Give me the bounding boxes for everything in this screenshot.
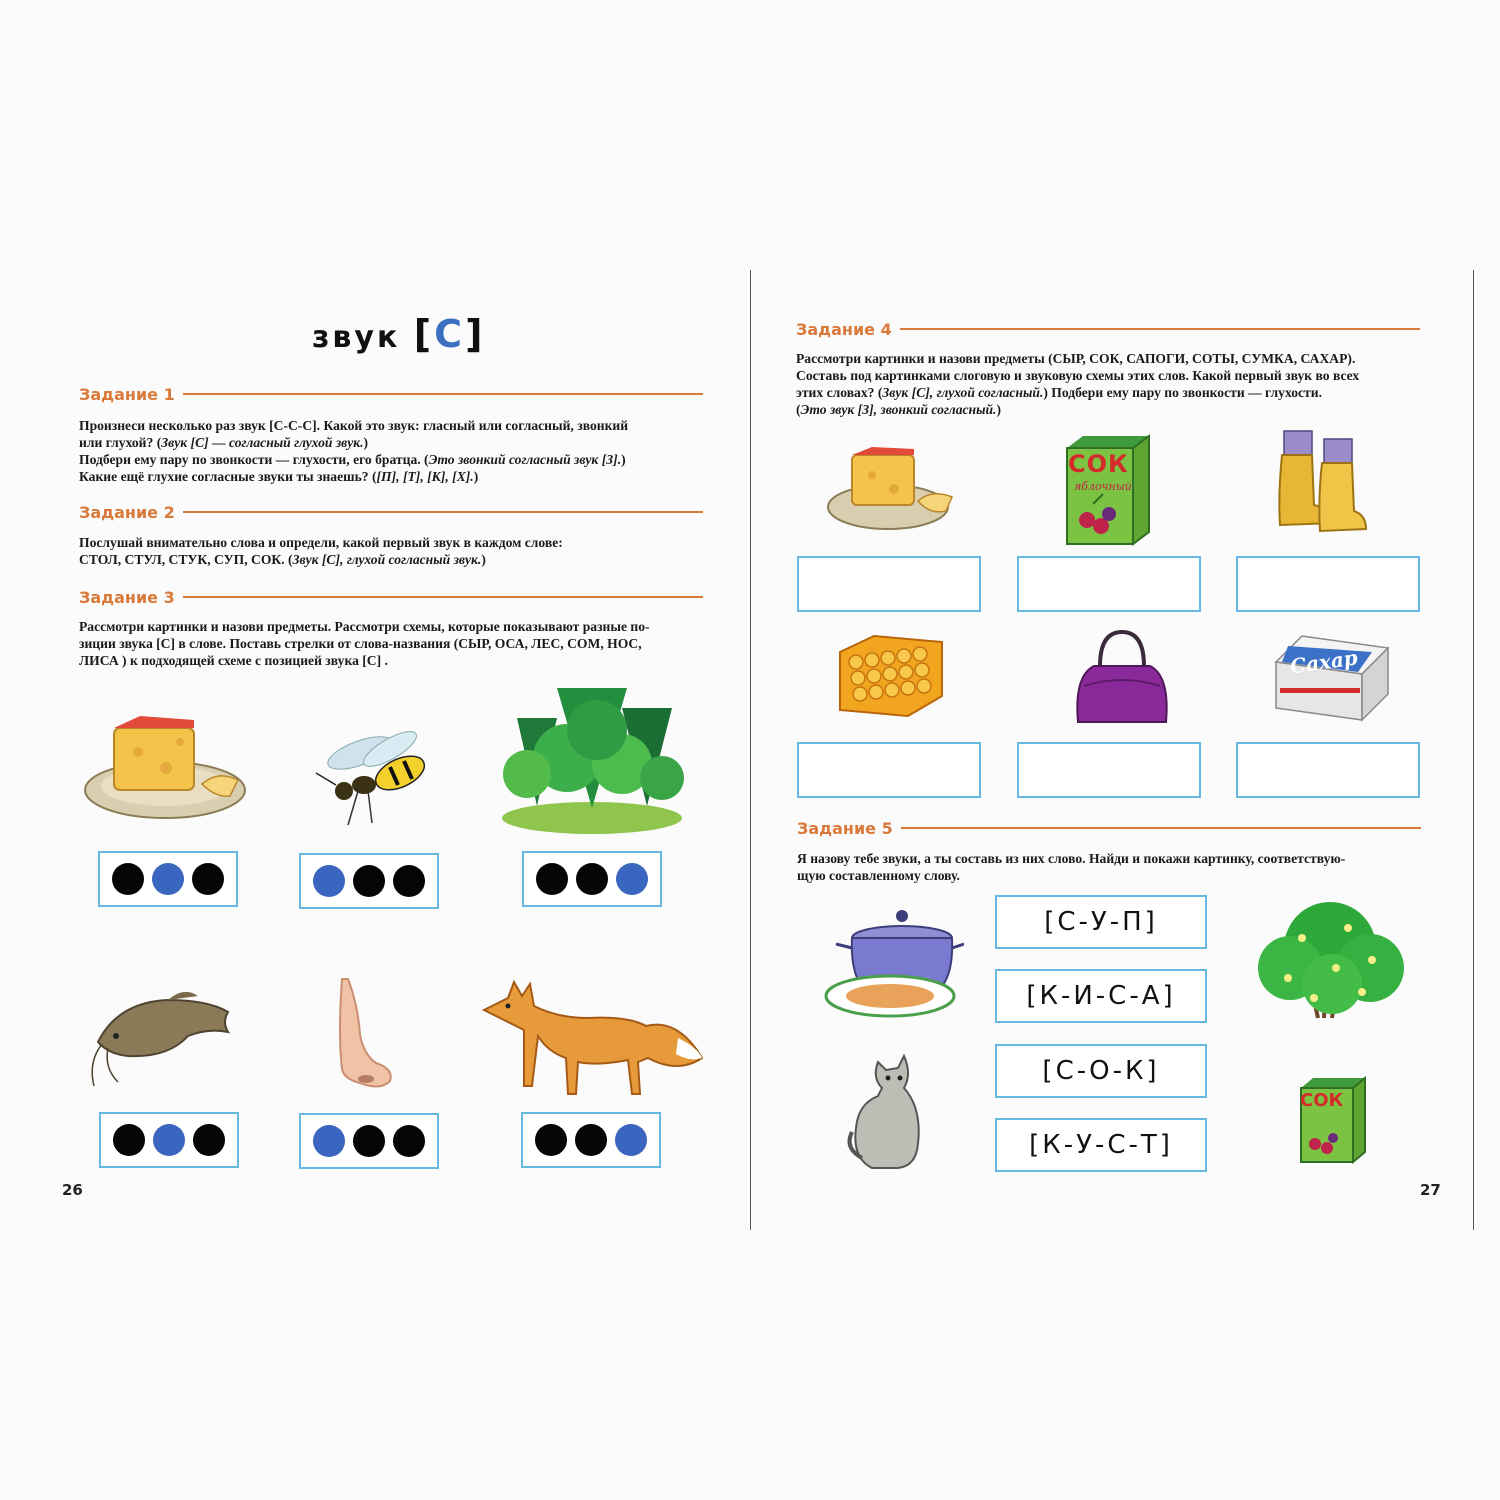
sound-scheme — [299, 853, 439, 909]
task3-rule — [183, 596, 703, 598]
word-box-sok[interactable]: [С-О-К] — [995, 1044, 1207, 1098]
task1-rule — [183, 393, 703, 395]
sound-dot-black — [112, 863, 144, 895]
juice-box-label: СОК — [1300, 1090, 1344, 1111]
sound-dot-blue — [615, 1124, 647, 1156]
word-box-kisa[interactable]: [К-И-С-А] — [995, 969, 1207, 1023]
sound-dot-black — [575, 1124, 607, 1156]
task4-line: (Это звук [З], звонкий согласный.) — [796, 402, 1001, 417]
soup-pot-picture — [824, 908, 964, 1020]
sugar-box-picture — [1272, 632, 1392, 724]
bush-picture — [1252, 898, 1412, 1028]
task5-text — [797, 850, 1437, 884]
task4-header — [796, 318, 1420, 340]
page-number-right: 27 — [1420, 1181, 1441, 1199]
answer-box[interactable] — [1017, 742, 1201, 798]
task5-header — [797, 817, 1421, 839]
task4-line: этих словах? (Звук [С], глухой согласный.) Подбери ему пару по звонкости — глухости. — [796, 385, 1322, 400]
word-box-kust[interactable]: [К-У-С-Т] — [995, 1118, 1207, 1172]
cat-picture — [842, 1048, 934, 1170]
sound-dot-blue — [153, 1124, 185, 1156]
heading-bracket-close: ] — [465, 312, 486, 356]
boots-picture — [1272, 425, 1367, 537]
sound-dot-black — [393, 1125, 425, 1157]
answer-box[interactable] — [1017, 556, 1201, 612]
fox-picture — [478, 978, 706, 1098]
task2-text — [79, 534, 719, 568]
honeycomb-picture — [834, 632, 946, 720]
task2-title: Задание 2 — [79, 502, 175, 522]
sound-scheme — [299, 1113, 439, 1169]
task2-rule — [183, 511, 703, 513]
sound-scheme — [522, 851, 662, 907]
task5-title: Задание 5 — [797, 818, 893, 838]
nose-picture — [330, 975, 400, 1095]
catfish-picture — [88, 982, 238, 1092]
task2-line: СТОЛ, СТУЛ, СТУК, СУП, СОК. (Звук [С], глухой согласный звук.) — [79, 552, 486, 567]
sound-dot-black — [393, 865, 425, 897]
sound-scheme — [99, 1112, 239, 1168]
juice-box-label: СОК — [1068, 450, 1129, 478]
task4-rule — [900, 328, 1420, 330]
wasp-picture — [312, 725, 437, 830]
sound-dot-black — [113, 1124, 145, 1156]
task2-header — [79, 501, 703, 523]
word-box-sup[interactable]: [С-У-П] — [995, 895, 1207, 949]
answer-box[interactable] — [1236, 556, 1420, 612]
task4-line: Составь под картинками слоговую и звуковую схемы этих слов. Какой первый звук во всех — [796, 368, 1360, 383]
task1-line: или глухой? (Звук [С] — согласный глухой звук.) — [79, 435, 369, 450]
task2-line: Послушай внимательно слова и определи, какой первый звук в каждом слове: — [79, 535, 563, 550]
sound-dot-black — [192, 863, 224, 895]
sound-dot-blue — [152, 863, 184, 895]
sound-dot-black — [535, 1124, 567, 1156]
sound-scheme — [521, 1112, 661, 1168]
sound-dot-black — [353, 865, 385, 897]
sound-dot-black — [353, 1125, 385, 1157]
task4-title: Задание 4 — [796, 319, 892, 339]
task4-line: Рассмотри картинки и назови предметы (СЫР, СОК, САПОГИ, СОТЫ, СУМКА, САХАР). — [796, 351, 1356, 366]
right-page-edge — [1473, 270, 1474, 1230]
sugar-box-label: Сахар — [1288, 645, 1360, 679]
sound-dot-black — [576, 863, 608, 895]
task4-text — [796, 350, 1436, 418]
answer-box[interactable] — [1236, 742, 1420, 798]
sound-dot-black — [536, 863, 568, 895]
heading-letter: С — [434, 312, 466, 356]
page-number-left: 26 — [62, 1181, 83, 1199]
task3-line: Рассмотри картинки и назови предметы. Рассмотри схемы, которые показывают разные по- — [79, 619, 650, 634]
task1-line: Произнеси несколько раз звук [С-С-С]. Какой это звук: гласный или согласный, звонкий — [79, 418, 629, 433]
task1-line: Какие ещё глухие согласные звуки ты знаешь? ([П], [Т], [К], [Х].) — [79, 469, 479, 484]
sound-scheme — [98, 851, 238, 907]
sound-dot-blue — [313, 1125, 345, 1157]
heading-word: звук — [312, 320, 401, 355]
answer-box[interactable] — [797, 556, 981, 612]
answer-box[interactable] — [797, 742, 981, 798]
task3-header — [79, 586, 703, 608]
task3-text — [79, 618, 719, 669]
task5-line: щую составленному слову. — [797, 868, 960, 883]
task1-title: Задание 1 — [79, 384, 175, 404]
juice-box-sublabel: яблочный — [1074, 480, 1132, 493]
sound-dot-blue — [313, 865, 345, 897]
task5-rule — [901, 827, 1421, 829]
cheese-picture — [826, 445, 961, 537]
task1-text — [79, 417, 719, 485]
task3-title: Задание 3 — [79, 587, 175, 607]
page-divider — [750, 270, 751, 1230]
task3-line: зиции звука [С] в слове. Поставь стрелки от слова-названия (СЫР, ОСА, ЛЕС, СОМ, НОС, — [79, 636, 642, 651]
forest-picture — [497, 678, 687, 836]
page-heading — [312, 312, 485, 356]
task1-header — [79, 383, 703, 405]
heading-bracket-open: [ — [413, 312, 435, 356]
task3-line: ЛИСА ) к подходящей схеме с позицией звука [С] . — [79, 653, 388, 668]
task5-line: Я назову тебе звуки, а ты составь из них слово. Найди и покажи картинку, соответствую- — [797, 851, 1346, 866]
sound-dot-black — [193, 1124, 225, 1156]
bag-picture — [1070, 626, 1174, 730]
cheese-picture — [80, 712, 255, 832]
sound-dot-blue — [616, 863, 648, 895]
task1-line: Подбери ему пару по звонкости — глухости, его братца. (Это звонкий согласный звук [З].) — [79, 452, 626, 467]
